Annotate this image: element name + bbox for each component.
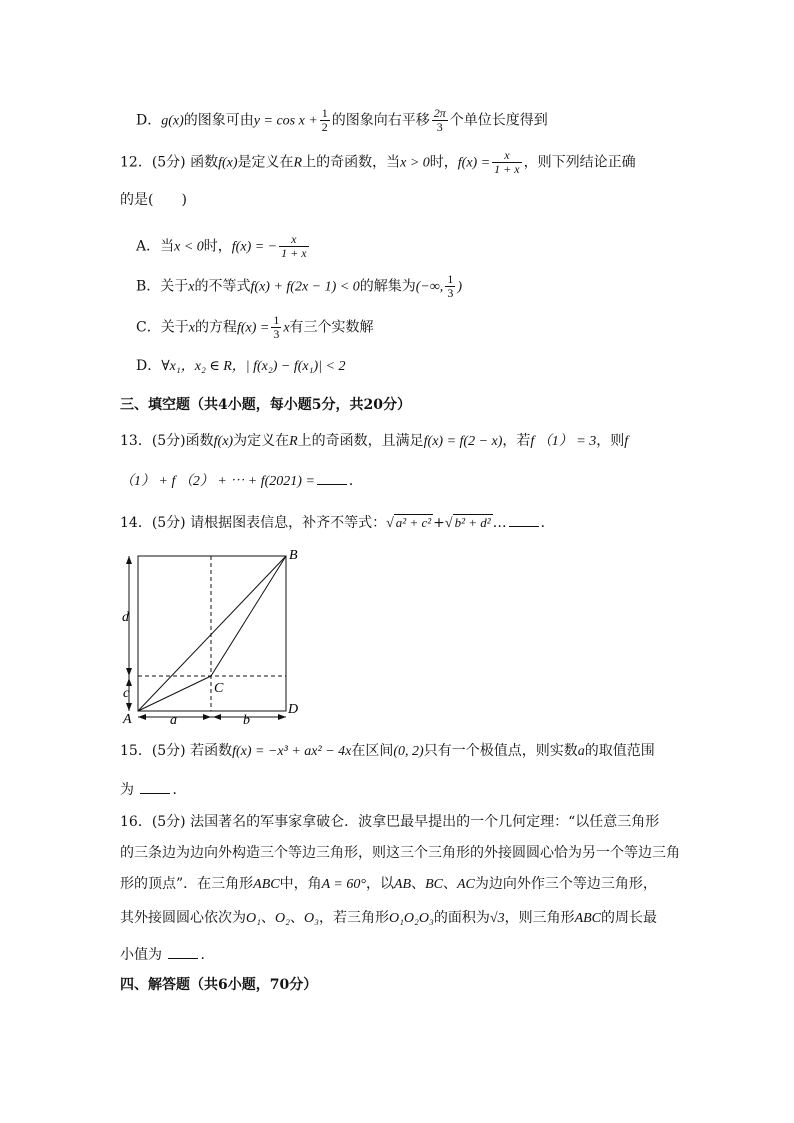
text: 是定义在 xyxy=(237,154,294,171)
answer-blank[interactable] xyxy=(168,944,198,959)
math: AC xyxy=(456,877,475,892)
label-B: B xyxy=(289,548,298,563)
sqrt-1: √ a² + c² xyxy=(386,514,432,531)
text: 的取值范围 xyxy=(584,743,655,759)
text: A．当 xyxy=(136,238,175,255)
text: 12．(5分) 函数 xyxy=(120,154,219,171)
text: … xyxy=(492,515,507,531)
math: O₁O₂O₃ xyxy=(388,911,434,926)
math: O₂ xyxy=(274,911,290,926)
label-A: A xyxy=(123,712,132,726)
fraction xyxy=(271,314,281,341)
answer-blank[interactable] xyxy=(317,470,347,485)
text: 只有一个极值点，则实数 xyxy=(423,743,578,759)
q16-line2: 的三条边为边向外构造三个等边三角形，则这三个三角形的外接圆圆心恰为另一个等边三角 xyxy=(120,845,680,861)
math: f(x) = xyxy=(457,155,491,171)
q15-line2 xyxy=(120,779,186,800)
math: O₃ xyxy=(303,911,319,926)
text: ，则三角形 xyxy=(504,910,575,926)
math: f(x) = − xyxy=(231,239,278,255)
frac-num: 2π xyxy=(433,106,446,120)
math: AB xyxy=(393,877,412,892)
text: ． xyxy=(200,947,215,963)
q12-option-d xyxy=(136,356,345,377)
text: 中，角 xyxy=(279,876,322,892)
text: ． xyxy=(540,515,555,531)
text: 的不等式 xyxy=(194,278,251,295)
q15-line1 xyxy=(120,741,655,762)
math: （1） + f （2） + ⋯ + f(2021) = xyxy=(120,474,315,489)
arrow-head xyxy=(203,714,211,720)
math: f xyxy=(624,434,629,449)
frac-den: 3 xyxy=(447,286,454,300)
text: 上的奇函数，当 xyxy=(302,154,401,171)
math: x xyxy=(188,279,195,295)
q13-line1 xyxy=(120,431,628,452)
text: + xyxy=(433,515,445,531)
math: f(x) = −x³ + ax² − 4x xyxy=(232,744,352,759)
text: C．关于 xyxy=(136,319,189,336)
math: ∀x₁，x₂ ∈ R，| f(x₂) − f(x₁)| < 2 xyxy=(161,359,346,374)
text: 为边向外作三个等边三角形， xyxy=(474,876,657,892)
q12-stem-line2: 的是( ) xyxy=(120,192,187,208)
fraction xyxy=(492,149,521,176)
math: x xyxy=(283,320,290,336)
math-y-eq: y = cos x + xyxy=(253,113,318,129)
text: 为定义在 xyxy=(233,433,290,449)
q16-line4 xyxy=(120,908,657,929)
q12-stem-line1 xyxy=(120,149,636,176)
text: 的图象向右平移 xyxy=(331,112,430,129)
geometry-figure xyxy=(116,546,316,726)
frac-den: 1 + x xyxy=(281,246,307,260)
sqrt-2: √ b² + d² xyxy=(444,514,491,531)
segment-AB xyxy=(138,556,286,711)
text: 、 xyxy=(289,910,304,926)
arrow-head xyxy=(213,714,221,720)
math: f(x) + f(2x − 1) < 0 xyxy=(250,279,360,295)
label-C: C xyxy=(214,681,224,696)
text: 的图象可由 xyxy=(183,112,254,129)
section-3-title: 三、填空题（共4小题，每小题5分，共20分） xyxy=(120,397,411,413)
q11-option-d xyxy=(136,107,548,134)
text: 上的奇函数，且满足 xyxy=(297,433,424,449)
text: 的面积为 xyxy=(433,910,490,926)
text: B．关于 xyxy=(136,278,189,295)
q16-line5 xyxy=(120,944,214,965)
label-a: a xyxy=(170,713,177,726)
math-gx: g(x) xyxy=(161,113,184,129)
frac-den: 3 xyxy=(436,120,443,134)
text: 的周长最 xyxy=(601,910,658,926)
frac-num: 1 xyxy=(321,106,328,120)
text: 形的顶点”．在三角形 xyxy=(120,876,254,892)
fraction-half xyxy=(320,107,330,134)
frac-den: 2 xyxy=(321,120,328,134)
q12-option-a xyxy=(136,233,311,260)
label-c: c xyxy=(123,686,130,701)
arrow-head xyxy=(278,714,286,720)
text: 的方程 xyxy=(194,319,237,336)
answer-blank[interactable] xyxy=(140,779,170,794)
text: ，则下列结论正确 xyxy=(523,154,636,171)
section-4-title: 四、解答题（共6小题，70分） xyxy=(120,977,318,993)
text: ，则 xyxy=(596,433,625,449)
math: f(x) xyxy=(218,155,238,171)
math: ABC xyxy=(574,911,602,926)
frac-den: 1 + x xyxy=(494,162,520,176)
frac-num: x xyxy=(492,149,521,163)
text: 为 xyxy=(120,782,134,798)
arrow-head xyxy=(126,678,132,686)
text: 有三个实数解 xyxy=(289,319,374,336)
arrow-head xyxy=(126,703,132,711)
text: ，若三角形 xyxy=(318,910,389,926)
frac-num: x xyxy=(279,233,308,247)
segment-CB xyxy=(211,556,286,676)
text: 、 xyxy=(260,910,275,926)
math: O₁ xyxy=(246,911,261,926)
math: R xyxy=(293,155,303,171)
math: BC xyxy=(425,877,443,892)
q16-line3 xyxy=(120,874,657,895)
text: 15．(5分) 若函数 xyxy=(120,743,233,759)
frac-num: 1 xyxy=(447,272,454,286)
math: f(x) = f(2 − x) xyxy=(423,434,503,449)
fraction xyxy=(445,273,455,300)
text: 在区间 xyxy=(351,743,394,759)
text: 的解集为 xyxy=(359,278,416,295)
fraction xyxy=(279,233,308,260)
arrow-head xyxy=(138,714,146,720)
text: 13．(5分)函数 xyxy=(120,433,214,449)
frac-num: 1 xyxy=(273,313,280,327)
math: x xyxy=(188,320,195,336)
text: 时， xyxy=(429,154,458,171)
label-D: D xyxy=(288,702,299,717)
text: ，若 xyxy=(502,433,531,449)
math: √3 xyxy=(489,911,505,926)
label-b: b xyxy=(243,713,250,726)
q13-line2 xyxy=(120,470,363,492)
q14-line xyxy=(120,512,555,534)
arrow-head xyxy=(126,556,132,564)
text: 、 xyxy=(411,876,426,892)
text: ，以 xyxy=(365,876,394,892)
text: ． xyxy=(348,473,363,489)
text: D． xyxy=(136,358,162,374)
fraction-shift xyxy=(432,107,448,134)
q12-option-c xyxy=(136,314,374,341)
segment-AC xyxy=(138,676,211,711)
math: f （1） = 3 xyxy=(530,434,597,449)
math: A = 60° xyxy=(321,877,366,892)
text: 时， xyxy=(203,238,232,255)
radicand: a² + c² xyxy=(395,514,432,530)
math: (−∞, xyxy=(415,279,444,295)
math: a xyxy=(577,744,585,759)
q12-option-b xyxy=(136,273,462,300)
math: R xyxy=(289,434,298,449)
text: 其外接圆圆心依次为 xyxy=(120,910,246,926)
label-d: d xyxy=(122,610,129,625)
math: (0, 2) xyxy=(393,744,424,759)
text: ． xyxy=(172,782,187,798)
text: 14．(5分) 请根据图表信息，补齐不等式： xyxy=(120,515,387,531)
math: ABC xyxy=(253,877,280,892)
radicand: b² + d² xyxy=(454,514,491,530)
option-label: D． xyxy=(136,112,162,129)
text: 个单位长度得到 xyxy=(449,112,548,129)
math: f(x) = xyxy=(236,320,270,336)
q16-line1: 16．(5分) 法国著名的军事家拿破仑．波拿巴最早提出的一个几何定理：“以任意三角形 xyxy=(120,814,660,830)
math: f(x) xyxy=(213,434,234,449)
math: x > 0 xyxy=(400,155,430,171)
math: ) xyxy=(457,279,462,295)
math: x < 0 xyxy=(174,239,204,255)
arrow-head xyxy=(126,668,132,676)
frac-den: 3 xyxy=(273,327,280,341)
answer-blank[interactable] xyxy=(509,512,539,527)
text: 小值为 xyxy=(120,947,162,963)
text: 、 xyxy=(442,876,457,892)
